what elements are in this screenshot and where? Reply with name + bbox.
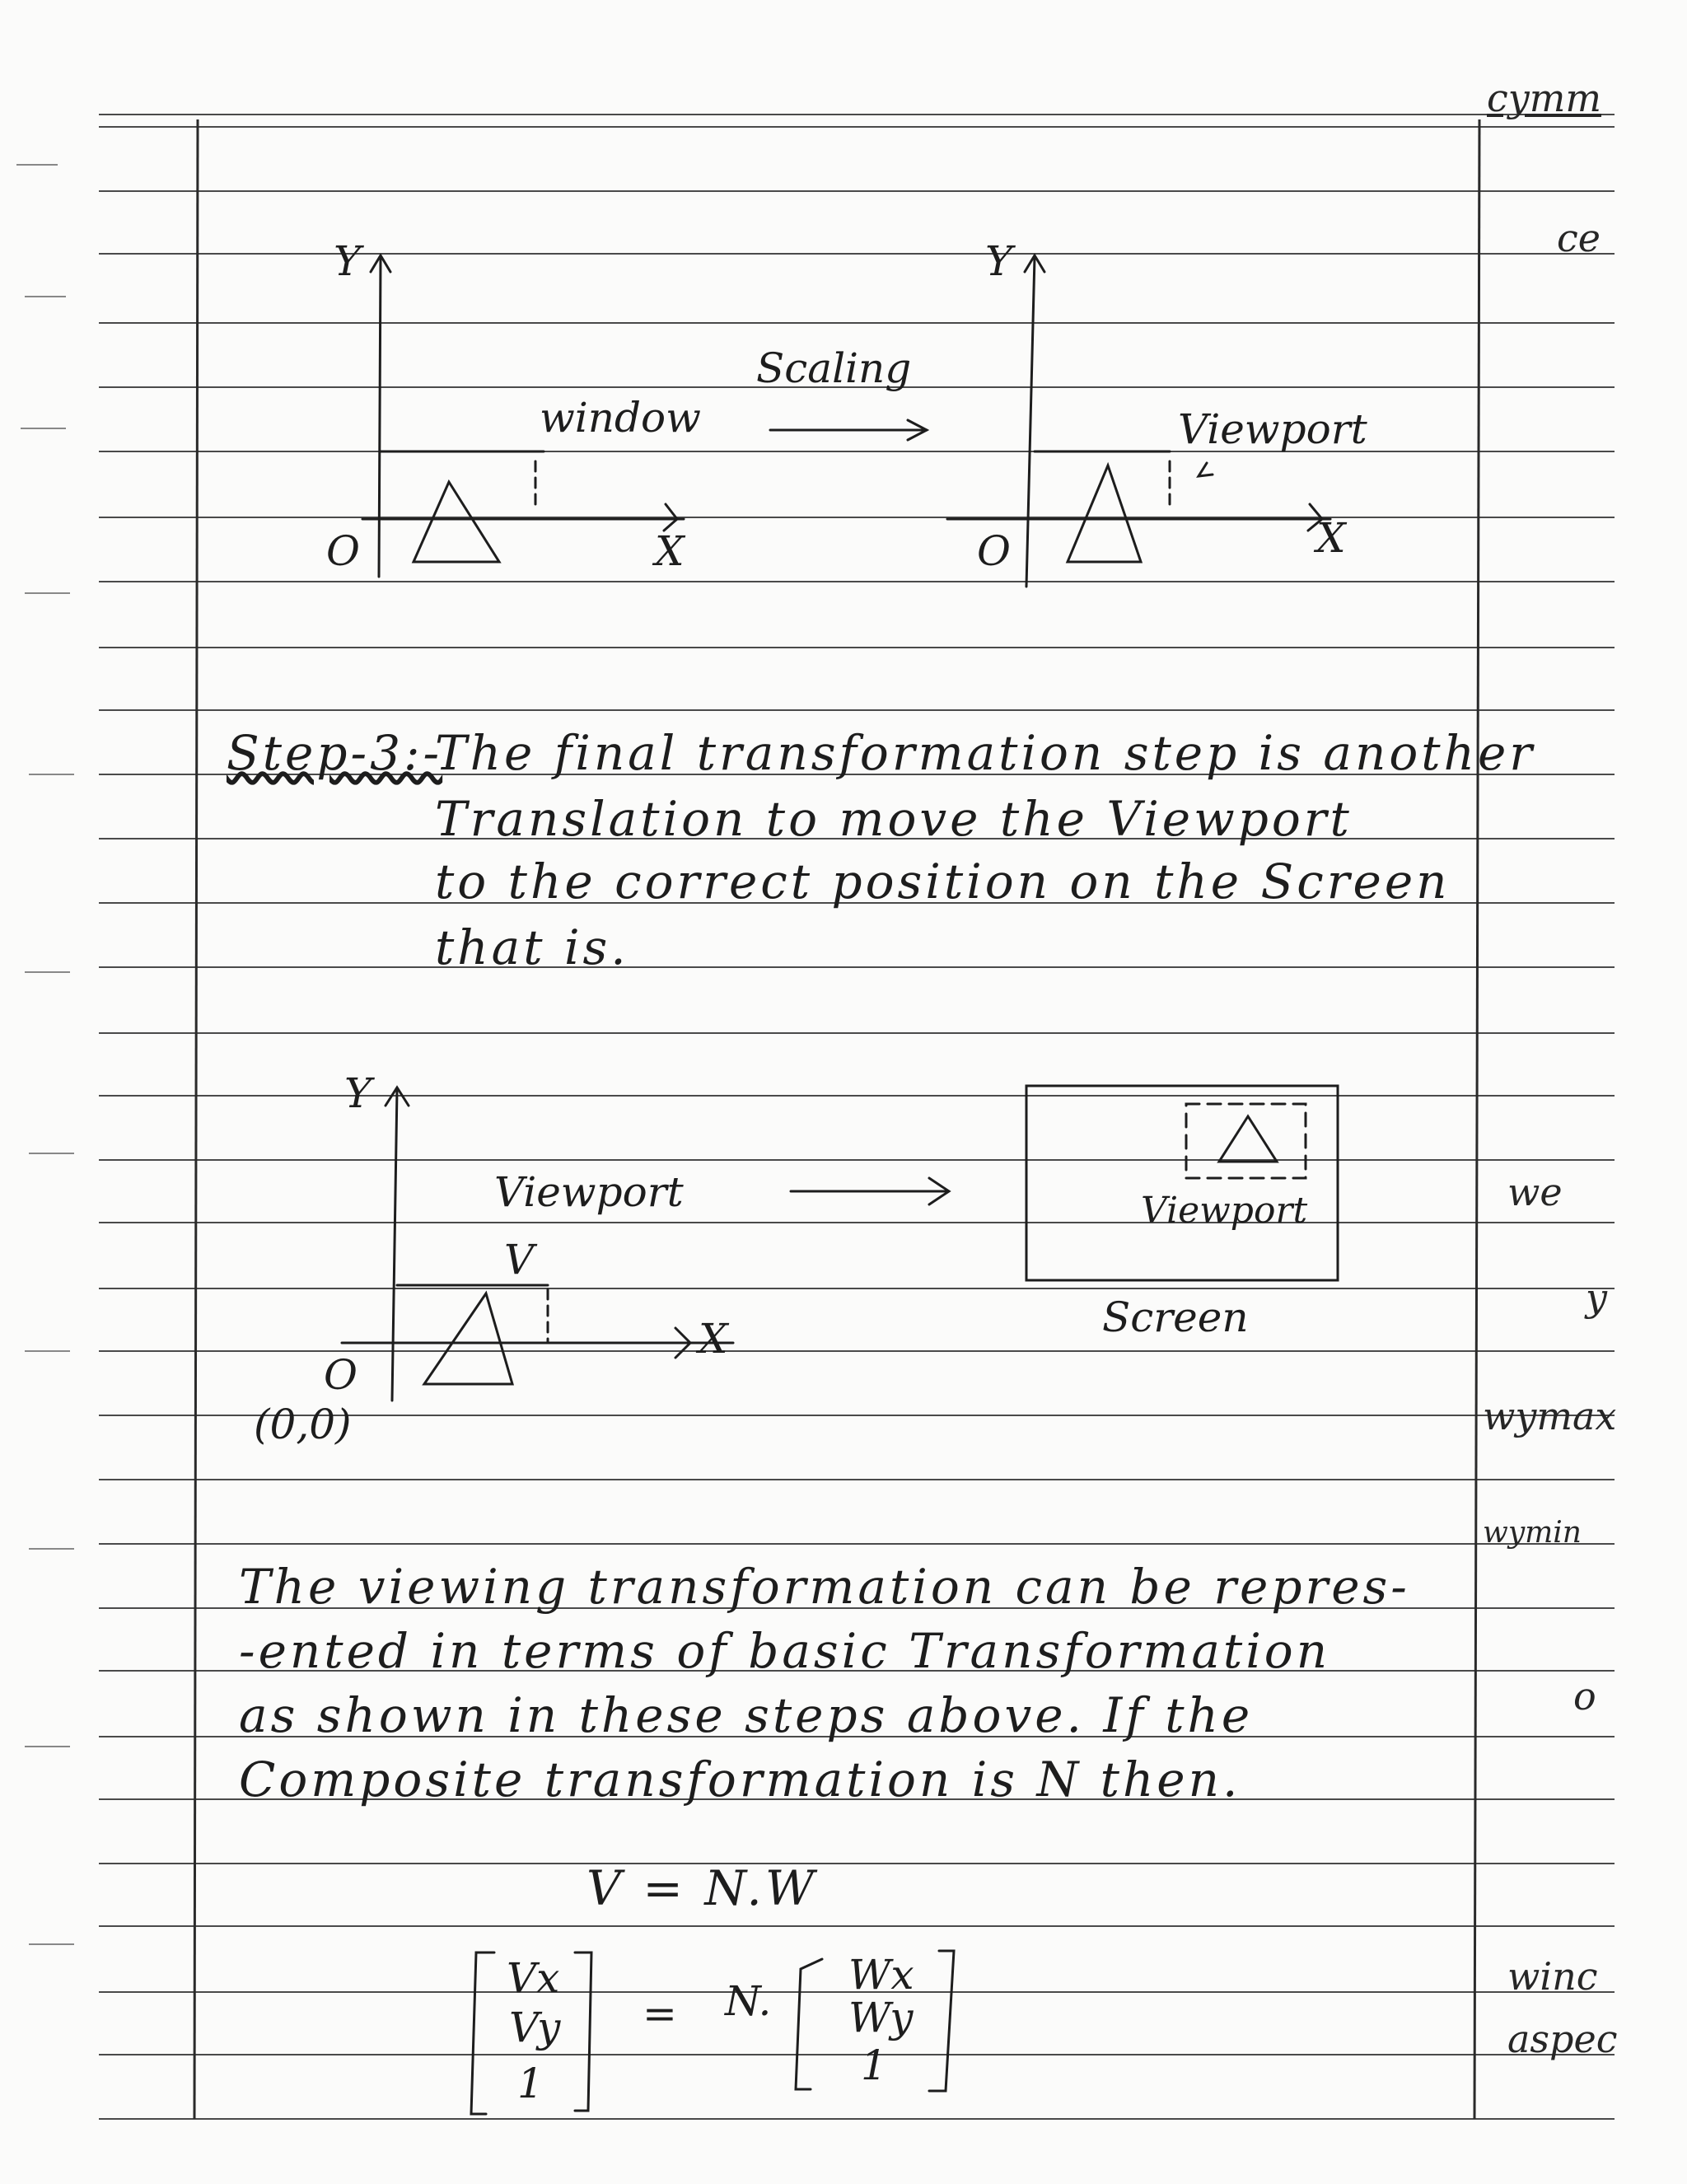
fig2-v-marker: V: [504, 1236, 535, 1284]
fig2-screen-label: Screen: [1102, 1293, 1249, 1341]
margin-note-2: we: [1507, 1170, 1563, 1214]
fig1-window-label: window: [540, 394, 701, 442]
step3-line-4: that is.: [435, 919, 629, 975]
fig1-y-axis-label-right: Y: [985, 237, 1013, 285]
margin-note-3: y: [1586, 1275, 1607, 1320]
equation-main: V = N.W: [586, 1860, 818, 1916]
para-line-3: as shown in these steps above. If the: [239, 1687, 1254, 1743]
lhs-vx: Vx: [507, 1954, 560, 2002]
fig2-y-axis-label: Y: [344, 1069, 372, 1117]
fig2-x-axis-label: X: [699, 1315, 728, 1363]
fig1-viewport-label: Viewport: [1178, 405, 1367, 453]
margin-note-5: wymin: [1483, 1516, 1582, 1550]
step3-label: Step-3:-: [227, 725, 443, 781]
fig1-x-axis-label-left: X: [655, 527, 685, 575]
fig2-origin-coords: (0,0): [254, 1401, 352, 1448]
margin-note-4: wymax: [1483, 1394, 1617, 1438]
fig1-x-axis-label-right: X: [1316, 514, 1346, 562]
margin-note-8: aspec: [1507, 2017, 1618, 2061]
para-line-2: -ented in terms of basic Transformation: [239, 1623, 1331, 1679]
fig2-viewport-label: Viewport: [494, 1168, 684, 1216]
margin-note-1: ce: [1557, 216, 1601, 260]
lhs-one: 1: [517, 2060, 544, 2107]
fig1-origin-label-left: O: [326, 527, 360, 575]
fig1-origin-label-right: O: [977, 527, 1011, 575]
rhs-wy: Wy: [848, 1994, 914, 2041]
rhs-wx: Wx: [848, 1951, 914, 1999]
fig2-origin-label: O: [324, 1351, 357, 1399]
equation-n: N.: [725, 1977, 772, 2025]
para-line-1: The viewing transformation can be repres-: [239, 1559, 1410, 1615]
equation-operator: =: [643, 1990, 677, 2037]
step3-line-3: to the correct position on the Screen: [435, 853, 1451, 910]
step3-line-2: Translation to move the Viewport: [435, 791, 1353, 847]
step3-line-1: The final transformation step is another: [435, 725, 1536, 781]
fig2-viewport-box-label: Viewport: [1141, 1190, 1308, 1232]
lhs-vy: Vy: [509, 2004, 561, 2051]
para-line-4: Composite transformation is N then.: [239, 1751, 1241, 1808]
fig1-scaling-label: Scaling: [756, 344, 912, 392]
fig1-y-axis-label-left: Y: [334, 237, 362, 285]
rhs-one: 1: [861, 2041, 887, 2089]
margin-note-top: cymm: [1487, 76, 1601, 120]
margin-note-6: o: [1573, 1674, 1596, 1719]
margin-note-7: winc: [1507, 1954, 1598, 1999]
